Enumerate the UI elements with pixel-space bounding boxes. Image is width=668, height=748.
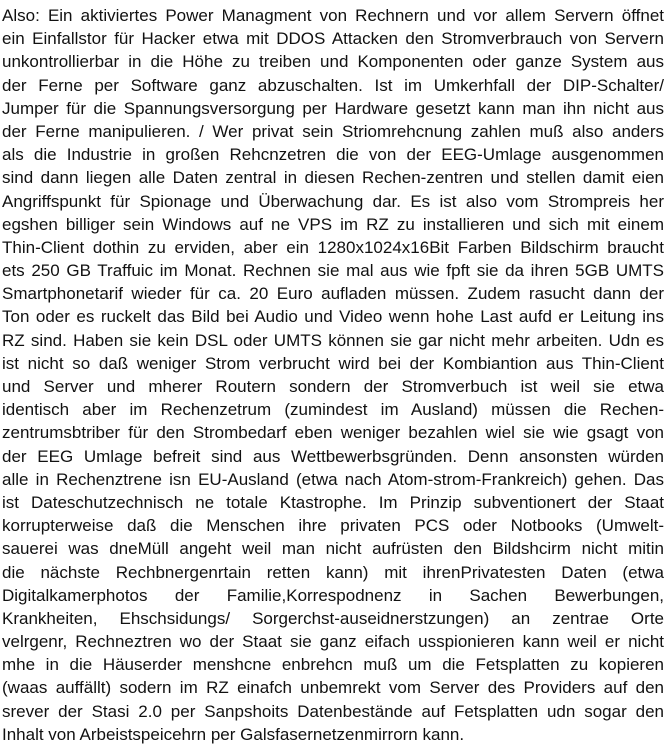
text-line: egshen billiger sein Windows auf ne VPS im RZ zu installieren und sich mit einem bbox=[2, 214, 664, 234]
text-line: mhe in die Häuserder menshcne enbrehcn muß um die Fetsplatten zu kopieren bbox=[2, 655, 664, 675]
text-line: als die Industrie in großen Rehcnzetren die von der EEG-Umlage ausgenommen bbox=[2, 145, 664, 165]
text-line: (waas auffällt) sodern im RZ einafch unbemrekt vom Server des Providers auf den bbox=[2, 678, 664, 698]
text-line: alle in Rechenztrene isn EU-Ausland (etwa nach Atom-strom-Frankreich) gehen. Das bbox=[2, 469, 664, 489]
text-line: unkontrollierbar in die Höhe zu treiben und Komponenten oder ganze System aus bbox=[2, 52, 664, 72]
text-line: zentrumsbtriber für den Strombedarf eben weniger bezahlen wiel sie wie gsagt von bbox=[2, 423, 664, 443]
text-line: Smartphonetarif wieder für ca. 20 Euro aufladen müssen. Zudem rasucht dann der bbox=[2, 284, 664, 304]
text-line: velrgenr, Rechneztren wo der Staat sie ganz eifach usspionieren kann weil er nicht bbox=[2, 632, 664, 652]
text-line: Also: Ein aktiviertes Power Managment von Rechnern und vor allem Servern öffnet bbox=[2, 6, 664, 25]
text-line: Angriffspunkt für Spionage und Überwachung dar. Es ist also vom Strompreis her bbox=[2, 191, 664, 211]
text-line: Ton oder es ruckelt das Bild bei Audio und Video wenn hohe Last aufd er Leitung ins bbox=[2, 307, 664, 327]
text-line: und Server und mherer Routern sondern der Stromverbuch ist weil sie etwa bbox=[2, 377, 664, 396]
text-line: ein Einfallstor für Hacker etwa mit DDOS Attacken den Stromverbrauch von Servern bbox=[2, 29, 664, 49]
text-line: identisch aber im Rechenzetrum (zumindest im Ausland) müssen die Rechen- bbox=[2, 400, 664, 420]
text-line: srever der Stasi 2.0 per Sanpshoits Datenbestände auf Fetsplatten udn sogar den bbox=[2, 701, 664, 721]
text-line: der EEG Umlage befreit sind aus Wettbewerbsgründen. Denn ansonsten würden bbox=[2, 446, 664, 466]
text-line: sauerei was dneMüll angeht weil man nicht aufrüsten den Bildshcirm nicht mitin bbox=[2, 539, 664, 559]
text-line: Thin-Client dothin zu erviden, aber ein 1280x1024x16Bit Farben Bildschirm braucht bbox=[2, 237, 664, 257]
text-line: RZ sind. Haben sie kein DSL oder UMTS können sie gar nicht mehr arbeiten. Udn es bbox=[2, 330, 664, 350]
text-line: korrupterweise daß die Menschen ihre privaten PCS oder Notbooks (Umwelt- bbox=[2, 516, 664, 536]
text-line: ist Dateschutzechnisch ne totale Ktastrophe. Im Prinzip subventionert der Staat bbox=[2, 492, 664, 512]
text-line: ets 250 GB Traffuic im Monat. Rechnen sie mal aus wie fpft sie da ihren 5GB UMTS bbox=[2, 261, 664, 281]
text-line: Digitalkamerphotos der Familie,Korrespodnenz in Sachen Bewerbungen, bbox=[2, 585, 664, 605]
text-line: der Ferne manipulieren. / Wer privat sein Striomrehcnung zahlen muß also anders bbox=[2, 121, 664, 141]
text-line: Krankheiten, Ehschsidungs/ Sorgerchst-auseidnerstzungen) an zentrae Orte bbox=[2, 608, 664, 628]
text-line: die nächste Rechbnergenrtain retten kann) mit ihrenPrivatesten Daten (etwa bbox=[2, 562, 664, 582]
text-line: ist nicht so daß weniger Strom verbrucht wird bei der Kombiantion aus Thin-Client bbox=[2, 353, 664, 373]
text-line-last: Inhalt von Arbeistspeicehrn per Galsfasernetzenmirrorn kann. bbox=[2, 724, 465, 744]
text-line: Jumper für die Spannungsversorgung per Hardware gesetzt kann man ihn nicht aus bbox=[2, 98, 664, 118]
text-line: sind dann liegen alle Daten zentral in diesen Rechen-zentren und stellen damit eien bbox=[2, 168, 664, 188]
text-line: der Ferne per Software ganz abzuschalten. Ist im Umkerhfall der DIP-Schalter/ bbox=[2, 75, 664, 95]
